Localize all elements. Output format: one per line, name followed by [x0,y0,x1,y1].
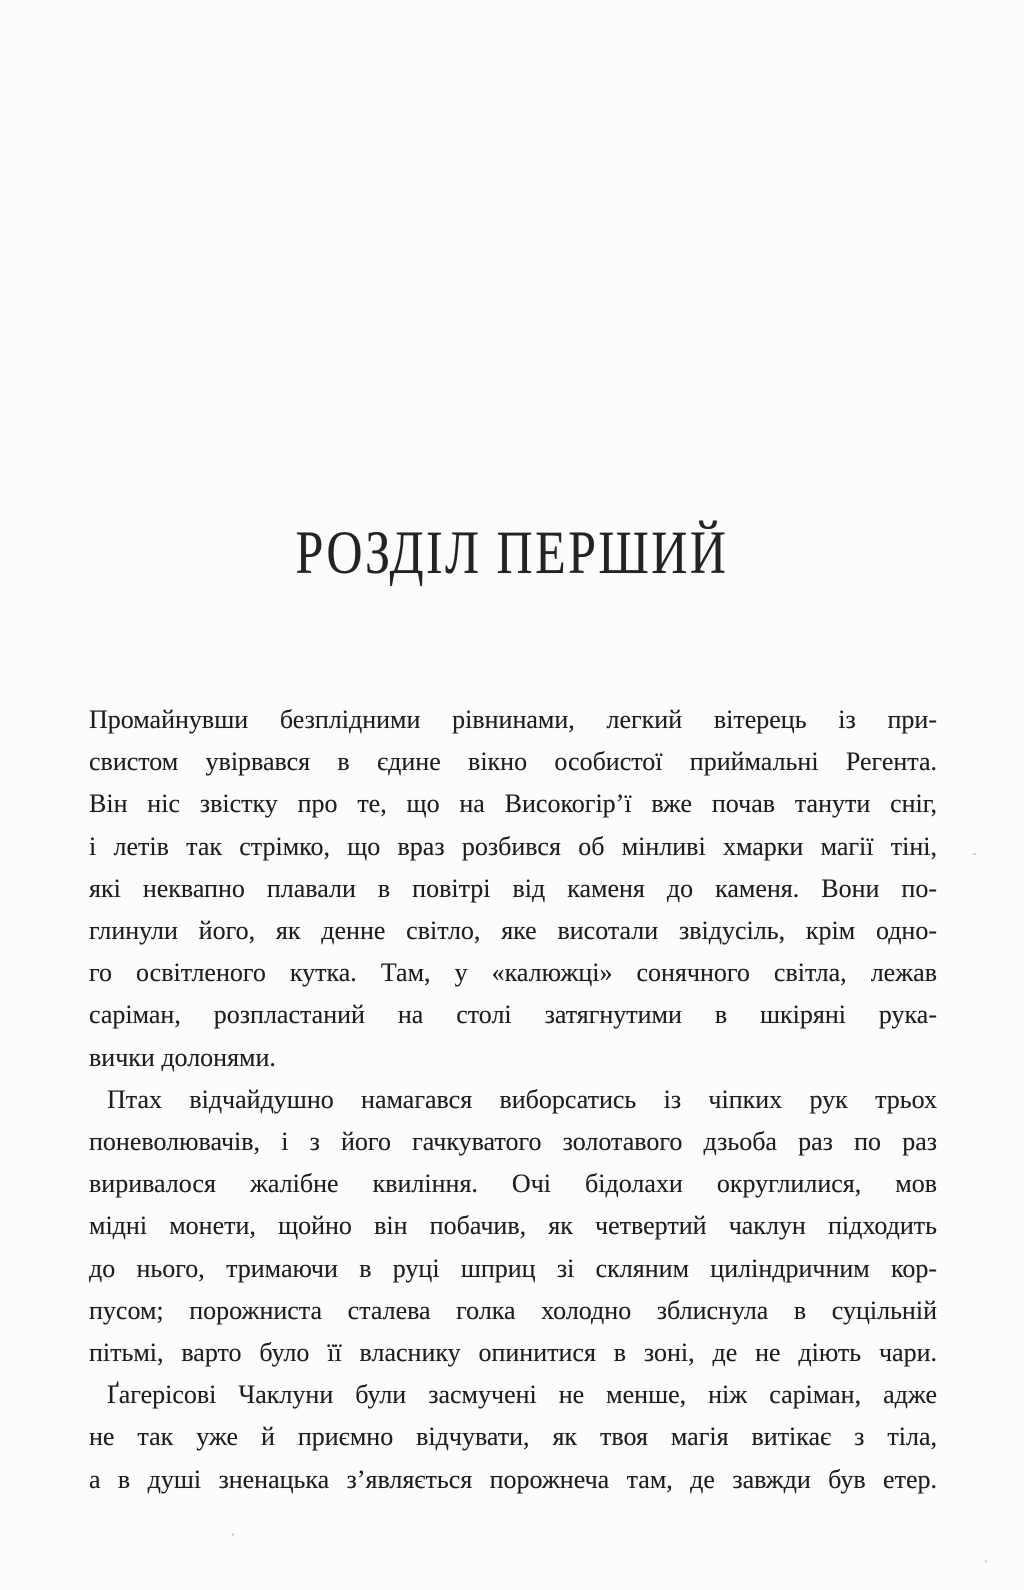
paragraph [89,1374,937,1501]
text-block [89,699,937,1501]
text-line: свистом увірвався в єдине вікно особистої приймальні Регента. [89,747,937,777]
text-line: мідні монети, щойно він побачив, як четвертий чаклун підходить [89,1211,937,1241]
text-line: Він ніс звістку про те, що на Високогір’ї вже почав танути сніг, [89,789,937,819]
text-line: і летів так стрімко, що враз розбився об мінливі хмарки магії тіні, [89,831,937,861]
text-line: виривалося жалібне квиління. Очі бідолахи округлилися, мов [89,1169,937,1199]
text-line: до нього, тримаючи в руці шприц зі скляним циліндричним кор- [89,1253,937,1283]
scan-speck [985,1560,987,1563]
text-line: Промайнувши безплідними рівнинами, легкий вітерець із при- [89,705,937,734]
text-line: глинули його, як денне світло, яке висотали звідусіль, крім одно- [89,916,937,946]
chapter-title: РОЗДІЛ ПЕРШИЙ [295,520,729,587]
paragraph [89,1079,937,1374]
text-line: не так уже й приємно відчувати, як твоя магія витікає з тіла, [89,1422,937,1452]
text-line: Птах відчайдушно намагався виборсатись із чіпких рук трьох [107,1084,937,1114]
scan-speck [232,1533,234,1536]
text-line: пусом; порожниста сталева голка холодно зблиснула в суцільній [89,1295,937,1325]
text-line: Ґагерісові Чаклуни були засмучені не менше, ніж саріман, адже [107,1380,937,1410]
text-line: які неквапно плавали в повітрі від каменя до каменя. Вони по- [89,873,937,903]
text-line: вички долонями. [89,1042,276,1072]
scan-speck [973,853,976,855]
text-line: саріман, розпластаний на столі затягнутими в шкіряні рука- [89,1000,937,1030]
text-line: поневолювачів, і з його гачкуватого золотавого дзьоба раз по раз [89,1127,937,1157]
text-line: пітьмі, варто було її власнику опинитися в зоні, де не діють чари. [89,1338,937,1368]
paragraph [89,699,937,1079]
text-line: го освітленого кутка. Там, у «калюжці» сонячного світла, лежав [89,958,937,988]
text-line: а в душі зненацька з’являється порожнеча там, де завжди був етер. [89,1464,937,1494]
